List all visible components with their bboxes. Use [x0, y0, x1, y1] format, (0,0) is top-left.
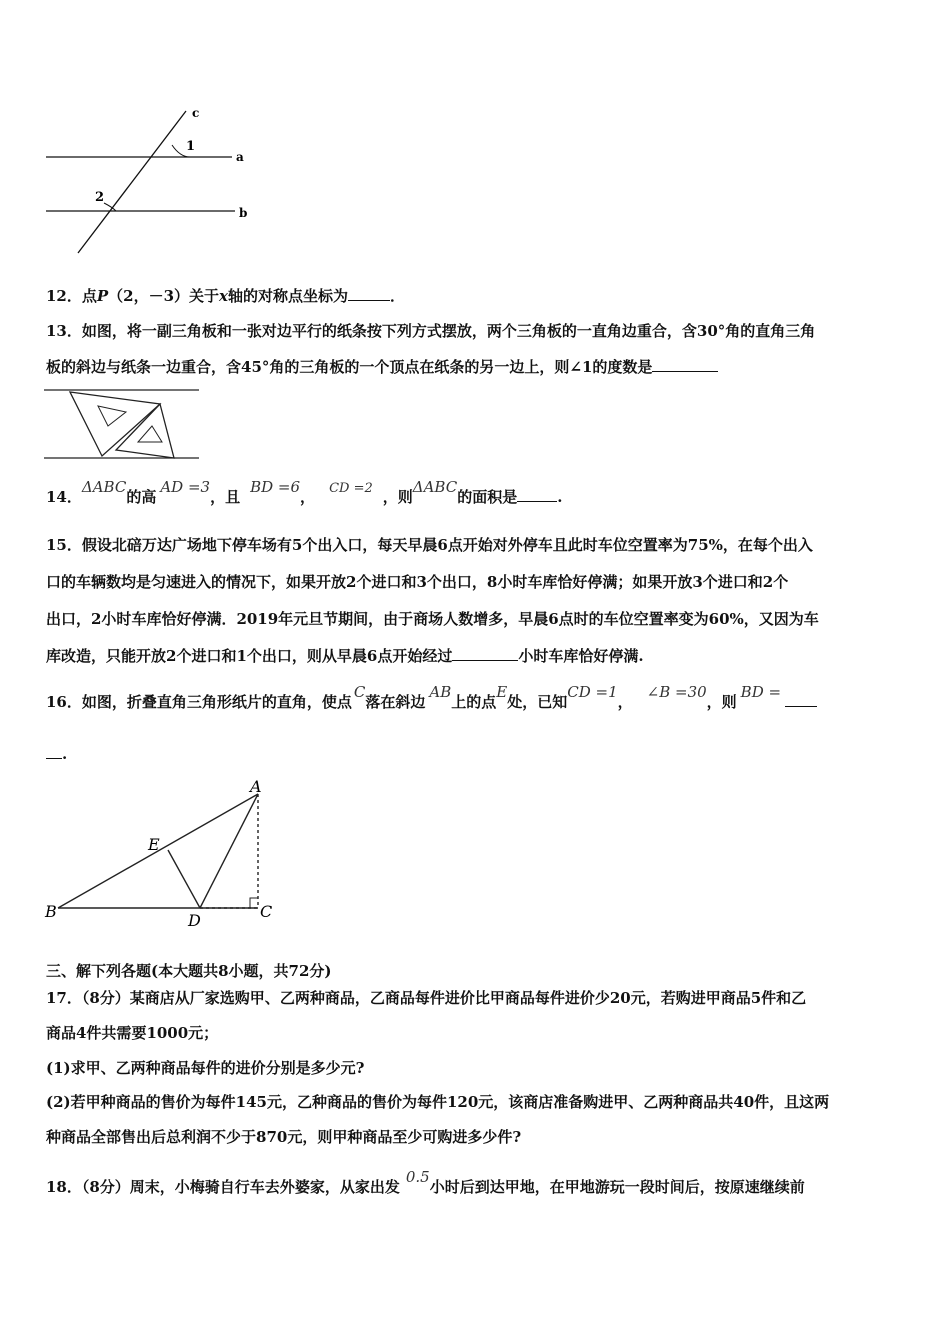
- triangle-rulers-figure: [44, 384, 204, 464]
- question-17-line-2: 商品4件共需要1000元；: [46, 1024, 219, 1042]
- label-a: a: [236, 150, 244, 164]
- vertex-A: A: [250, 777, 262, 796]
- parallel-lines-figure: [40, 105, 270, 255]
- vertex-C: C: [260, 902, 273, 921]
- question-15-line-3: 出口，2小时车库恰好停满．2019年元旦节期间，由于商场人数增多，早晨6点时的车位空置率变为60%，又因为车: [46, 610, 819, 628]
- ruler-45-inner: [138, 426, 162, 442]
- question-13-line-1: 13．如图，将一副三角板和一张对边平行的纸条按下列方式摆放，两个三角板的一直角边重合，含30°角的直角三角: [46, 322, 816, 340]
- question-18: 18．（8分）周末，小梅骑自行车去外婆家，从家出发0.5小时后到达甲地，在甲地游玩一段时间后，按原速继续前: [46, 1168, 805, 1196]
- answer-blank: [517, 487, 557, 502]
- answer-blank: [348, 286, 390, 301]
- question-17-part-2-line-1: (2)若甲种商品的售价为每件145元，乙种商品的售价为每件120元，该商店准备购进甲、乙两种商品共40件，且这两: [46, 1093, 830, 1111]
- answer-blank: [785, 692, 817, 707]
- answer-blank-continued: [46, 744, 62, 759]
- question-16-continuation: .: [46, 744, 67, 764]
- question-17-line-1: 17．（8分）某商店从厂家选购甲、乙两种商品，乙商品每件进价比甲商品每件进价少20元，若购进甲商品5件和乙: [46, 989, 807, 1007]
- vertex-B: B: [45, 902, 57, 921]
- segment-ED: [168, 850, 200, 908]
- angle-2-arc: [104, 203, 116, 211]
- section-3-heading: 三、解下列各题(本大题共8小题，共72分): [46, 962, 332, 980]
- question-15-line-1: 15．假设北碚万达广场地下停车场有5个出入口，每天早晨6点开始对外停车且此时车位空置率为75%，在每个出入: [46, 536, 813, 554]
- question-16: 16．如图，折叠直角三角形纸片的直角，使点C落在斜边AB上的点E处，已知CD =1，∠B =30，则BD =: [46, 692, 817, 712]
- answer-blank: [652, 357, 718, 372]
- label-c: c: [192, 106, 200, 120]
- ruler-30-outer: [70, 392, 160, 456]
- question-15-line-4: 库改造，只能开放2个进口和1个出口，则从早晨6点开始经过 小时车库恰好停满.: [46, 647, 644, 665]
- question-17-part-1: (1)求甲、乙两种商品每件的进价分别是多少元?: [46, 1059, 365, 1077]
- question-15-line-2: 口的车辆数均是匀速进入的情况下，如果开放2个进口和3个出口，8小时车库恰好停满；如果开放3个进口和2个: [46, 573, 789, 591]
- question-13-line-2: 板的斜边与纸条一边重合，含45°角的三角板的一个顶点在纸条的另一边上，则∠1的度数是: [46, 357, 718, 377]
- ruler-30-inner: [98, 406, 126, 426]
- line-c: [78, 111, 186, 253]
- folded-triangle-figure: [40, 772, 290, 932]
- label-1: 1: [186, 139, 196, 154]
- question-14: 14．ΔABC的高AD =3，且BD =6， CD =2 ，则ΔABC的面积是 .: [46, 478, 563, 506]
- label-b: b: [239, 206, 248, 220]
- vertex-D: D: [188, 911, 201, 930]
- question-17-part-2-line-2: 种商品全部售出后总利润不少于870元，则甲种商品至少可购进多少件?: [46, 1128, 522, 1146]
- right-angle-mark-C: [250, 898, 258, 908]
- answer-blank: [452, 646, 518, 661]
- question-12: 12．点P（2，－3）关于x轴的对称点坐标为 ．: [46, 287, 406, 305]
- vertex-E: E: [148, 835, 160, 854]
- label-2: 2: [95, 190, 105, 205]
